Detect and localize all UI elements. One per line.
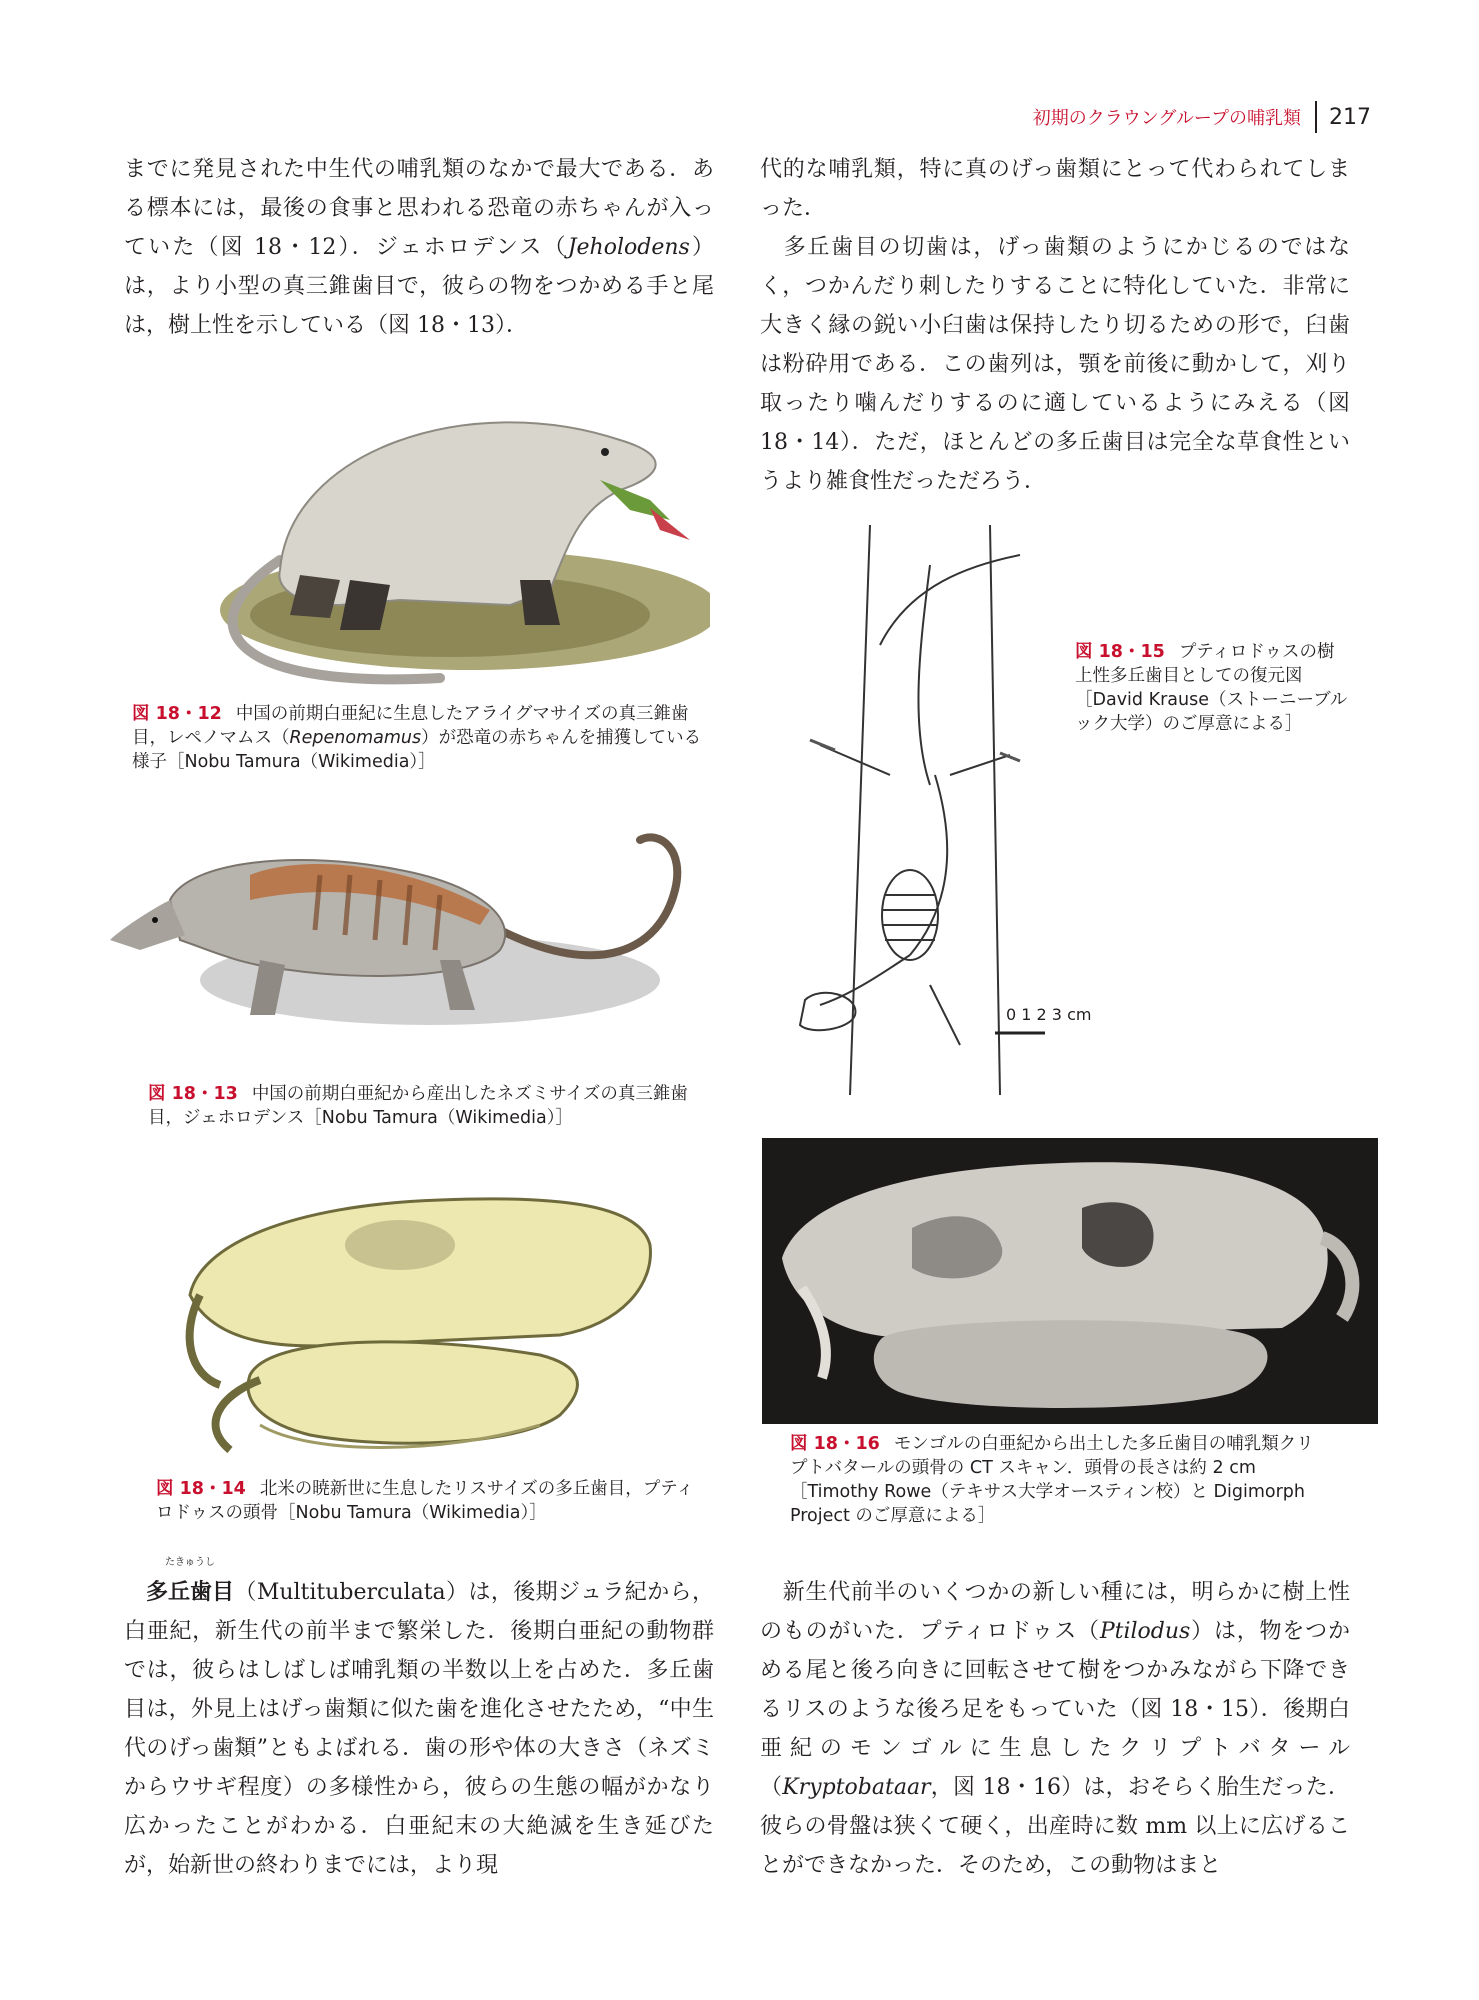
- right-paragraph-1: 代的な哺乳類，特に真のげっ歯類にとって代わられてしまった．: [760, 157, 1350, 221]
- scale-ticks: 0 1 2 3: [1006, 1005, 1062, 1024]
- right-paragraph-2: 多丘歯目の切歯は，げっ歯類のようにかじるのではなく，つかんだり刺したりすることに特化していた．非常に大きく縁の鋭い小臼歯は保持したり切るための形で，臼歯は粉砕用である．この歯列は，顎を前後に動かして，刈り取ったり噛んだりするのに適しているようにみえる（図 18・14）．ただ，ほとんどの多丘歯目は完全な草食性というより雑食性だっただろう．: [760, 235, 1350, 494]
- right-paragraph-3: 新生代前半のいくつかの新しい種には，明らかに樹上性のものがいた．プティロドゥス（Ptilodus）は，物をつかめる尾と後ろ向きに回転させて樹をつかみながら下降できるリスのような後ろ足をもっていた（図 18・15）．後期白亜紀のモンゴルに生息したクリプトバタール（Kryptobataar，図 18・16）は，おそらく胎生だった．彼らの骨盤は狭くて硬く，出産時に数 mm 以上に広げることができなかった．そのため，この動物はまと: [760, 1580, 1350, 1878]
- page-number: 217: [1329, 104, 1371, 130]
- header-divider: [1315, 101, 1317, 133]
- figure-18-14-image: [140, 1185, 700, 1470]
- figure-18-16-image: [762, 1138, 1378, 1424]
- term-ruby: たきゅうし: [165, 1557, 215, 1568]
- genus-kryptobataar: Kryptobataar: [782, 1775, 931, 1800]
- figure-18-12-caption: 図 18・12 中国の前期白亜紀に生息したアライグマサイズの真三錐歯目，レペノマムス（Repenomamus）が恐竜の赤ちゃんを捕獲している様子［Nobu Tamura（Wikimedia）］: [132, 704, 702, 772]
- figure-18-15-caption: 図 18・15 プティロドゥスの樹上性多丘歯目としての復元図［David Krause（ストーニーブルック大学）のご厚意による］: [1075, 642, 1348, 734]
- figure-18-14-caption: 図 18・14 北米の暁新世に生息したリスサイズの多丘歯目，プティロドゥスの頭骨［Nobu Tamura（Wikimedia）］: [156, 1479, 694, 1523]
- left-paragraph-1: までに発見された中生代の哺乳類のなかで最大である．ある標本には，最後の食事と思われる恐竜の赤ちゃんが入っていた（図 18・12）．ジェホロデンス（Jeholodens）は，より小型の真三錐歯目で，彼らの物をつかめる手と尾は，樹上性を示している（図 18・13）．: [124, 157, 714, 338]
- figure-18-16-caption: 図 18・16 モンゴルの白亜紀から出土した多丘歯目の哺乳類クリプトバタールの頭骨の CT スキャン．頭骨の長さは約 2 cm［Timothy Rowe（テキサス大学オースティン校）と Digimorph Project のご厚意による］: [790, 1434, 1314, 1526]
- term-multituberculata: たきゅうし 多丘歯目: [146, 1557, 235, 1605]
- figure-18-13-image: [100, 830, 720, 1060]
- figure-15-scale-bar: [1006, 1003, 1126, 1027]
- section-title: 初期のクラウングループの哺乳類: [1032, 108, 1301, 129]
- figure-18-13-caption: 図 18・13 中国の前期白亜紀から産出したネズミサイズの真三錐歯目，ジェホロデンス［Nobu Tamura（Wikimedia）］: [148, 1084, 688, 1128]
- genus-ptilodus: Ptilodus: [1099, 1619, 1191, 1644]
- left-paragraph-2: たきゅうし 多丘歯目（Multituberculata）は，後期ジュラ紀から，白亜紀，新生代の前半まで繁栄した．後期白亜紀の動物群では，彼らはしばしば哺乳類の半数以上を占めた．多丘歯目は，外見上はげっ歯類に似た歯を進化させたため，“中生代のげっ歯類”ともよばれる．歯の形や体の大きさ（ネズミからウサギ程度）の多様性から，彼らの生態の幅がかなり広かったことがわかる．白亜紀末の大絶滅を生き延びたが，始新世の終わりまでには，より現: [124, 1557, 714, 1878]
- scale-unit: cm: [1067, 1005, 1092, 1024]
- figure-18-12-image: [150, 390, 710, 700]
- running-header: [1033, 100, 1371, 134]
- genus-jeholodens: Jeholodens: [567, 235, 690, 260]
